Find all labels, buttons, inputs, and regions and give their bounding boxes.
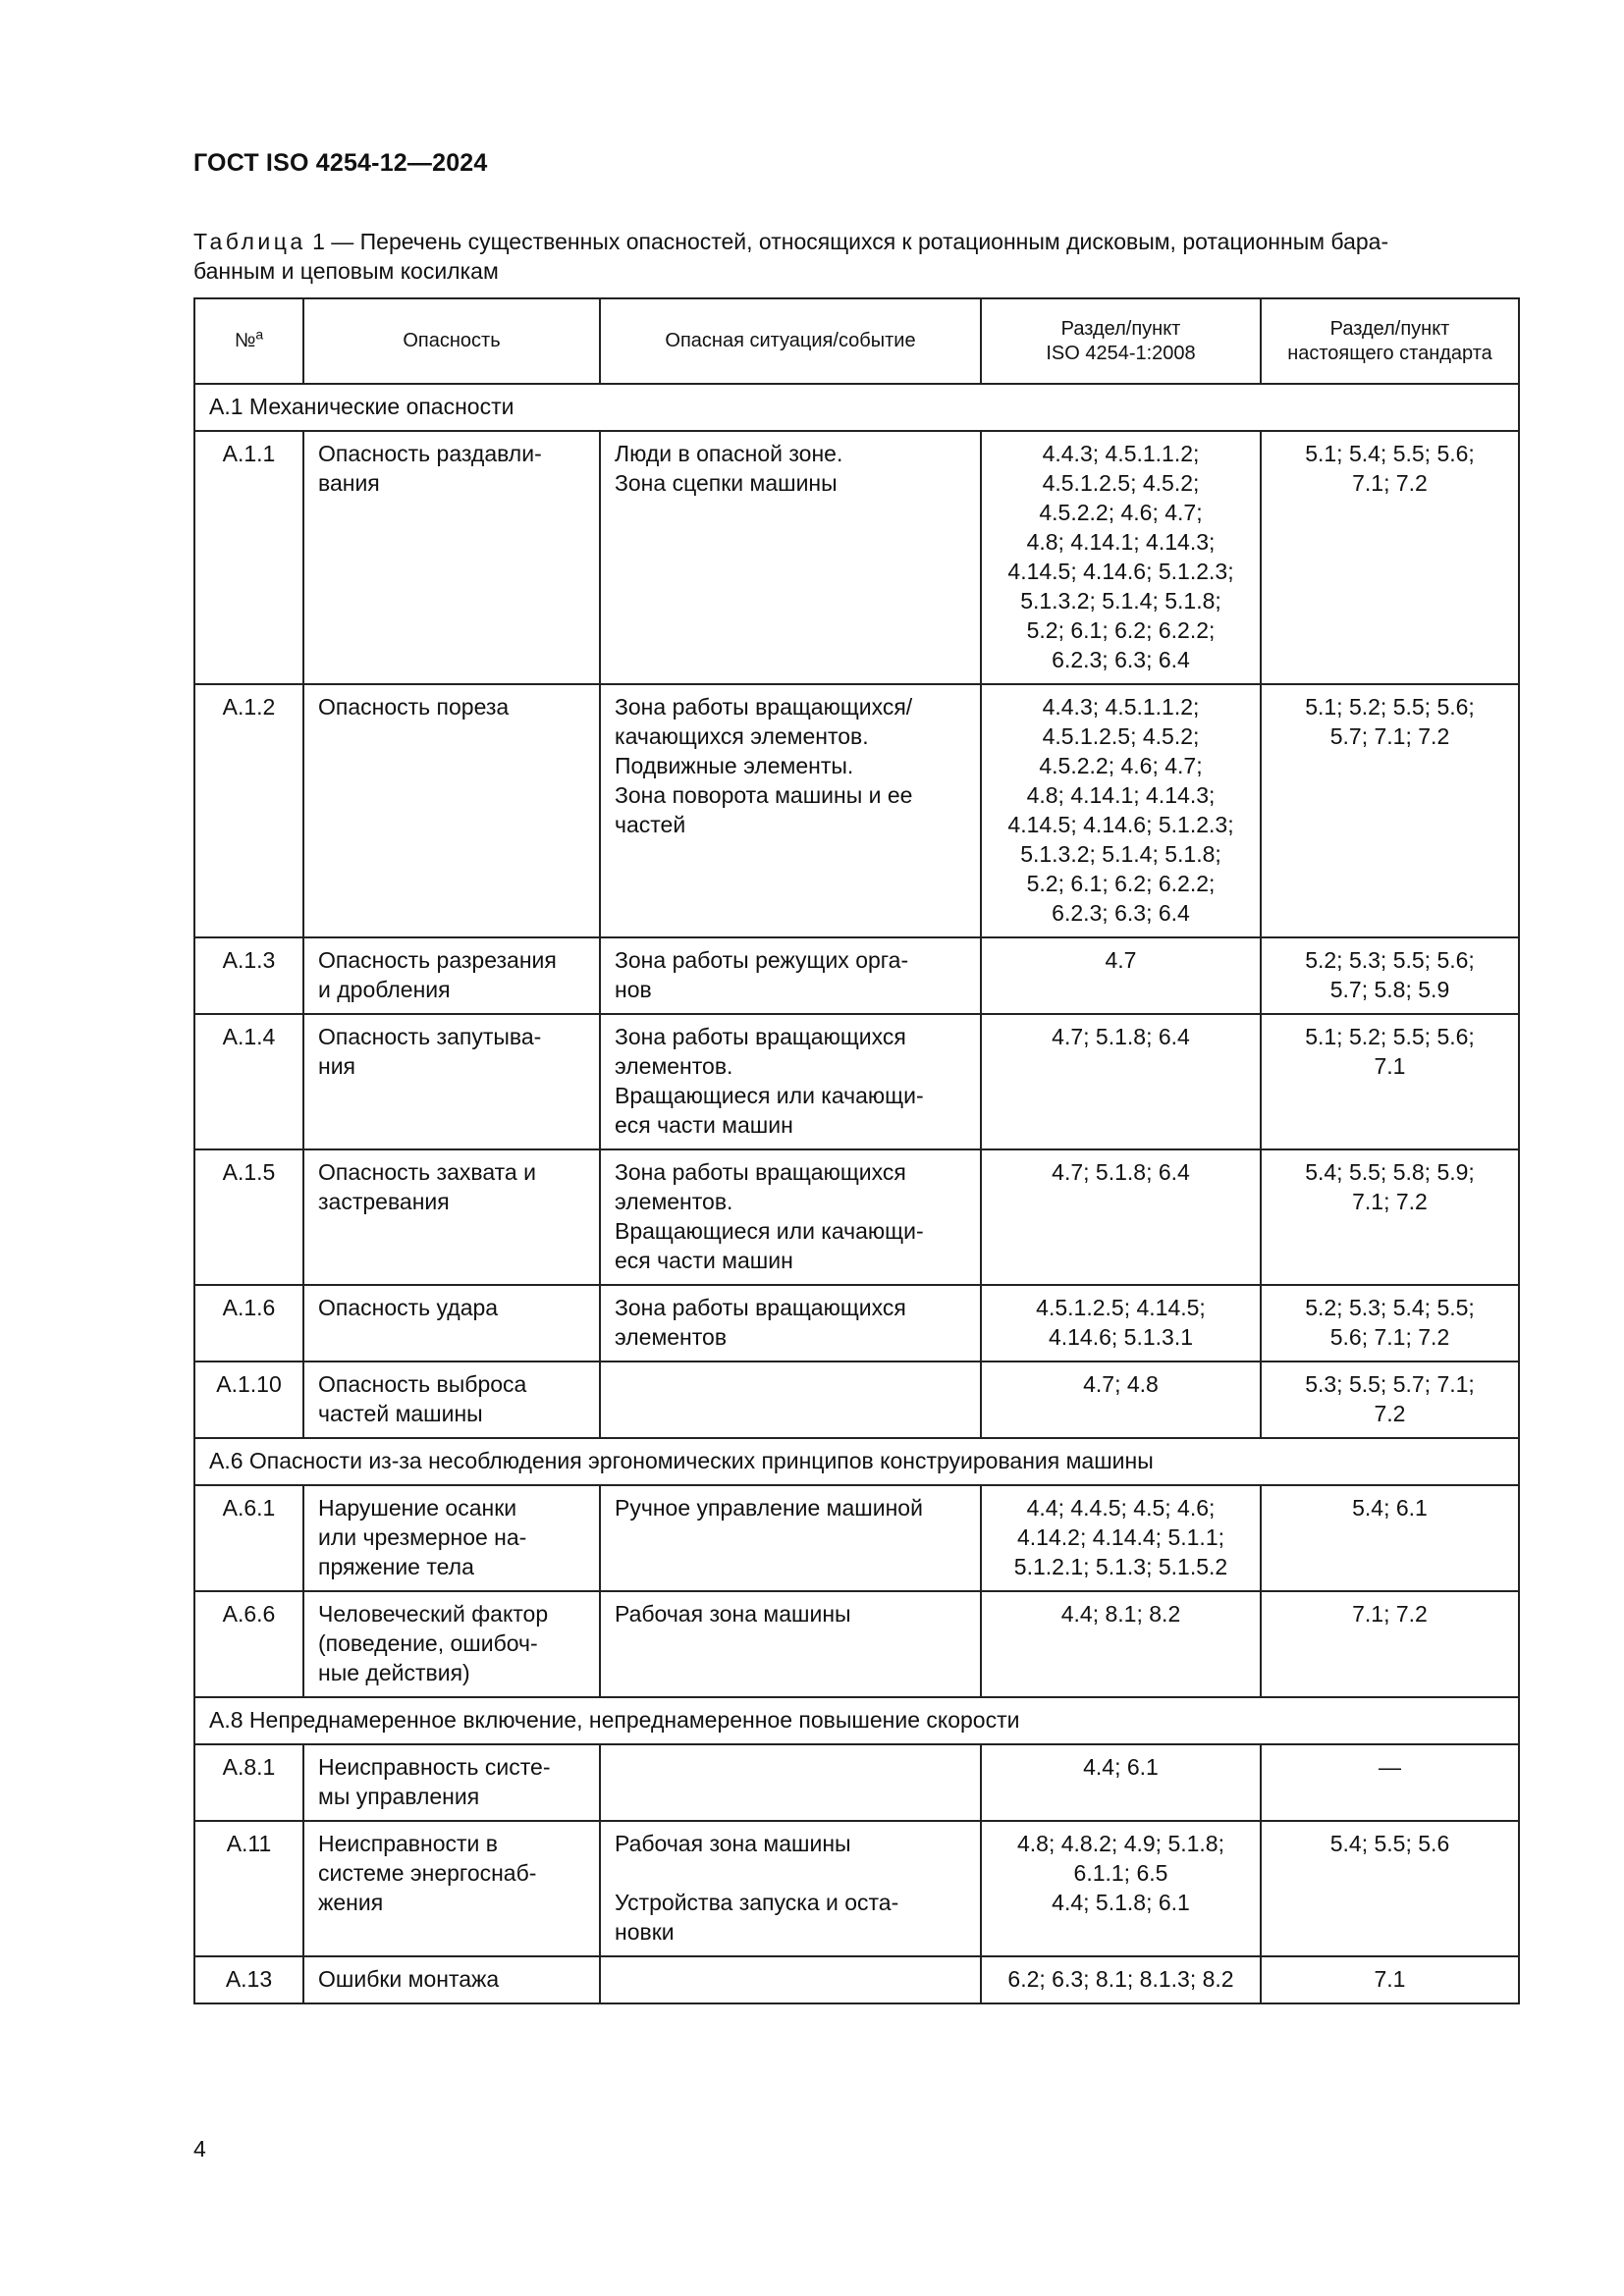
- standard-clause-refs-line: 5.7; 7.1; 7.2: [1329, 723, 1450, 749]
- hazard-name-line: ные действия): [318, 1660, 470, 1685]
- iso-clause-refs-line: 4.8; 4.8.2; 4.9; 5.1.8;: [1017, 1831, 1224, 1856]
- hazard-situation-line: Вращающиеся или качающи-: [615, 1218, 924, 1244]
- header-hazard: Опасность: [303, 298, 600, 384]
- hazard-number: А.6.1: [194, 1485, 303, 1591]
- iso-clause-refs-line: 4.5.1.2.5; 4.14.5;: [1036, 1295, 1206, 1320]
- section-title: А.6 Опасности из-за несоблюдения эргономических принципов конструирования машины: [194, 1438, 1519, 1485]
- standard-clause-refs: [1261, 1362, 1519, 1438]
- hazard-number: А.1.1: [194, 431, 303, 684]
- iso-clause-refs-line: 4.4; 8.1; 8.2: [1060, 1601, 1181, 1627]
- hazard-situation-line: Зона работы вращающихся: [615, 1295, 906, 1320]
- header-num-label: №: [234, 330, 256, 351]
- iso-clause-refs-line: 4.14.5; 4.14.6; 5.1.2.3;: [1007, 559, 1234, 584]
- iso-clause-refs-line: 5.1.3.2; 5.1.4; 5.1.8;: [1020, 588, 1221, 614]
- hazard-name: [303, 1591, 600, 1697]
- hazard-situation-line: Зона сцепки машины: [615, 470, 838, 496]
- section-title: А.1 Механические опасности: [194, 384, 1519, 431]
- hazard-number: А.13: [194, 1956, 303, 2003]
- standard-clause-refs: [1261, 937, 1519, 1014]
- iso-clause-refs-line: 4.7; 5.1.8; 6.4: [1052, 1024, 1190, 1049]
- hazard-situation-line: Рабочая зона машины: [615, 1601, 851, 1627]
- hazard-name-line: ния: [318, 1053, 356, 1079]
- hazard-situation: [600, 1591, 981, 1697]
- hazard-name-line: (поведение, ошибоч-: [318, 1630, 538, 1656]
- hazard-situation-line: элементов.: [615, 1189, 733, 1214]
- iso-clause-refs: [981, 1744, 1261, 1821]
- table-row: [194, 1149, 1519, 1285]
- hazard-name: [303, 1285, 600, 1362]
- hazard-situation: [600, 1956, 981, 2003]
- hazard-number: А.8.1: [194, 1744, 303, 1821]
- hazard-name-line: Опасность пореза: [318, 694, 510, 720]
- standard-code-header: ГОСТ ISO 4254-12—2024: [193, 149, 488, 177]
- hazard-situation-line: элементов.: [615, 1053, 733, 1079]
- table-header-row: [194, 298, 1519, 384]
- hazard-situation: [600, 937, 981, 1014]
- table-row: [194, 431, 1519, 684]
- hazard-situation-line: Зона работы режущих орга-: [615, 947, 909, 973]
- hazard-number: А.1.3: [194, 937, 303, 1014]
- header-iso-line1: Раздел/пункт: [1060, 317, 1181, 340]
- hazard-name: [303, 684, 600, 937]
- hazard-situation-line: Зона работы вращающихся: [615, 1024, 906, 1049]
- hazard-situation: [600, 1149, 981, 1285]
- standard-clause-refs: [1261, 1591, 1519, 1697]
- hazard-situation-line: частей: [615, 812, 686, 837]
- hazard-name-line: Ошибки монтажа: [318, 1966, 500, 1992]
- table-row: [194, 684, 1519, 937]
- hazard-name-line: Опасность захвата и: [318, 1159, 536, 1185]
- standard-clause-refs-line: 5.3; 5.5; 5.7; 7.1;: [1305, 1371, 1475, 1397]
- hazard-situation-line: Рабочая зона машины: [615, 1831, 851, 1856]
- hazard-name-line: Опасность удара: [318, 1295, 499, 1320]
- iso-clause-refs-line: 5.1.2.1; 5.1.3; 5.1.5.2: [1013, 1554, 1228, 1579]
- iso-clause-refs-line: 4.7; 4.8: [1083, 1371, 1159, 1397]
- standard-clause-refs: [1261, 1821, 1519, 1956]
- hazard-situation: [600, 431, 981, 684]
- hazard-situation-line: новки: [615, 1919, 675, 1945]
- hazard-situation-line: Вращающиеся или качающи-: [615, 1083, 924, 1108]
- standard-clause-refs-line: 5.1; 5.2; 5.5; 5.6;: [1305, 694, 1475, 720]
- hazard-number: А.1.5: [194, 1149, 303, 1285]
- iso-clause-refs-line: 4.14.2; 4.14.4; 5.1.1;: [1017, 1524, 1224, 1550]
- standard-clause-refs-line: 5.1; 5.2; 5.5; 5.6;: [1305, 1024, 1475, 1049]
- iso-clause-refs: [981, 684, 1261, 937]
- hazard-name: [303, 1744, 600, 1821]
- hazard-situation-line: Ручное управление машиной: [615, 1495, 923, 1521]
- hazard-name-line: пряжение тела: [318, 1554, 474, 1579]
- iso-clause-refs: [981, 1956, 1261, 2003]
- iso-clause-refs-line: 4.5.1.2.5; 4.5.2;: [1042, 723, 1200, 749]
- iso-clause-refs-line: 4.5.2.2; 4.6; 4.7;: [1039, 753, 1203, 778]
- standard-clause-refs: [1261, 1956, 1519, 2003]
- hazard-number: А.6.6: [194, 1591, 303, 1697]
- standard-clause-refs: [1261, 431, 1519, 684]
- table-row: [194, 1744, 1519, 1821]
- iso-clause-refs-line: 4.7: [1105, 947, 1137, 973]
- hazard-name-line: и дробления: [318, 977, 451, 1002]
- hazard-situation-line: Подвижные элементы.: [615, 753, 854, 778]
- hazard-name-line: Неисправность систе-: [318, 1754, 551, 1780]
- iso-clause-refs-line: 4.4.3; 4.5.1.1.2;: [1042, 441, 1200, 466]
- iso-clause-refs-line: 4.4; 4.4.5; 4.5; 4.6;: [1026, 1495, 1216, 1521]
- hazard-name-line: Опасность запутыва-: [318, 1024, 542, 1049]
- hazard-situation-line: Устройства запуска и оста-: [615, 1890, 899, 1915]
- section-title: А.8 Непреднамеренное включение, непреднамеренное повышение скорости: [194, 1697, 1519, 1744]
- standard-clause-refs: [1261, 684, 1519, 937]
- standard-clause-refs-line: 5.4; 5.5; 5.8; 5.9;: [1305, 1159, 1475, 1185]
- standard-clause-refs-line: 5.1; 5.4; 5.5; 5.6;: [1305, 441, 1475, 466]
- header-num: [194, 298, 303, 384]
- hazard-number: А.1.2: [194, 684, 303, 937]
- caption-text-line2: банным и цеповым косилкам: [193, 258, 499, 284]
- iso-clause-refs-line: 4.4; 5.1.8; 6.1: [1052, 1890, 1190, 1915]
- hazard-name-line: частей машины: [318, 1401, 483, 1426]
- header-iso-line2: ISO 4254-1:2008: [1046, 342, 1196, 364]
- hazard-situation: [600, 1744, 981, 1821]
- hazard-number: А.1.4: [194, 1014, 303, 1149]
- hazard-situation: [600, 1821, 981, 1956]
- hazard-situation-line: качающихся элементов.: [615, 723, 869, 749]
- iso-clause-refs: [981, 431, 1261, 684]
- header-num-footnote: a: [255, 326, 264, 343]
- iso-clause-refs-line: 4.14.6; 5.1.3.1: [1048, 1324, 1194, 1350]
- table-row: [194, 1956, 1519, 2003]
- hazard-name: [303, 1149, 600, 1285]
- iso-clause-refs-line: 5.2; 6.1; 6.2; 6.2.2;: [1026, 871, 1216, 896]
- standard-clause-refs: [1261, 1485, 1519, 1591]
- hazard-situation-line: еся части машин: [615, 1112, 793, 1138]
- hazard-name-line: или чрезмерное на-: [318, 1524, 527, 1550]
- hazard-situation: [600, 1014, 981, 1149]
- table-row: [194, 1821, 1519, 1956]
- iso-clause-refs-line: 6.2.3; 6.3; 6.4: [1052, 647, 1190, 672]
- hazard-situation: [600, 1362, 981, 1438]
- header-std-section: [1261, 298, 1519, 384]
- standard-clause-refs-line: 5.2; 5.3; 5.4; 5.5;: [1305, 1295, 1475, 1320]
- header-std-line1: Раздел/пункт: [1329, 317, 1450, 340]
- page-number: 4: [193, 2136, 206, 2162]
- hazard-name: [303, 431, 600, 684]
- standard-clause-refs-line: 7.2: [1374, 1401, 1406, 1426]
- hazard-name-line: системе энергоснаб-: [318, 1860, 537, 1886]
- iso-clause-refs-line: 6.2.3; 6.3; 6.4: [1052, 900, 1190, 926]
- section-row: [194, 1438, 1519, 1485]
- iso-clause-refs-line: 5.1.3.2; 5.1.4; 5.1.8;: [1020, 841, 1221, 867]
- standard-clause-refs: [1261, 1744, 1519, 1821]
- hazard-situation-line: Люди в опасной зоне.: [615, 441, 843, 466]
- hazard-number: А.11: [194, 1821, 303, 1956]
- standard-clause-refs-line: 5.4; 6.1: [1352, 1495, 1428, 1521]
- hazard-name-line: вания: [318, 470, 380, 496]
- hazard-name-line: Неисправности в: [318, 1831, 498, 1856]
- hazards-table: [193, 297, 1520, 2004]
- table-row: [194, 1014, 1519, 1149]
- caption-text: 1 — Перечень существенных опасностей, относящихся к ротационным дисковым, ротационным бара-: [305, 229, 1389, 254]
- iso-clause-refs-line: 6.1.1; 6.5: [1073, 1860, 1168, 1886]
- iso-clause-refs: [981, 1014, 1261, 1149]
- hazard-name-line: жения: [318, 1890, 384, 1915]
- iso-clause-refs-line: 4.5.1.2.5; 4.5.2;: [1042, 470, 1200, 496]
- iso-clause-refs-line: 4.4.3; 4.5.1.1.2;: [1042, 694, 1200, 720]
- standard-clause-refs-line: 7.1: [1374, 1966, 1406, 1992]
- table-row: [194, 1485, 1519, 1591]
- hazard-number: А.1.6: [194, 1285, 303, 1362]
- iso-clause-refs: [981, 937, 1261, 1014]
- hazard-name: [303, 1821, 600, 1956]
- hazard-name-line: мы управления: [318, 1784, 480, 1809]
- hazard-situation: [600, 1485, 981, 1591]
- header-situation: Опасная ситуация/событие: [600, 298, 981, 384]
- iso-clause-refs-line: 4.7; 5.1.8; 6.4: [1052, 1159, 1190, 1185]
- iso-clause-refs-line: 4.14.5; 4.14.6; 5.1.2.3;: [1007, 812, 1234, 837]
- hazard-situation-line: Зона работы вращающихся: [615, 1159, 906, 1185]
- header-std-line2: настоящего стандарта: [1287, 342, 1492, 364]
- standard-clause-refs: [1261, 1285, 1519, 1362]
- hazard-name-line: застревания: [318, 1189, 450, 1214]
- hazard-name: [303, 1362, 600, 1438]
- iso-clause-refs-line: 6.2; 6.3; 8.1; 8.1.3; 8.2: [1007, 1966, 1234, 1992]
- iso-clause-refs-line: 4.4; 6.1: [1083, 1754, 1159, 1780]
- standard-clause-refs-line: 7.1: [1374, 1053, 1406, 1079]
- iso-clause-refs: [981, 1362, 1261, 1438]
- hazard-name-line: Человеческий фактор: [318, 1601, 549, 1627]
- table-row: [194, 1591, 1519, 1697]
- hazard-situation-line: Зона поворота машины и ее: [615, 782, 913, 808]
- hazard-name-line: Нарушение осанки: [318, 1495, 517, 1521]
- standard-clause-refs-line: 5.7; 5.8; 5.9: [1329, 977, 1450, 1002]
- hazard-situation: [600, 1285, 981, 1362]
- table-row: [194, 1362, 1519, 1438]
- standard-clause-refs-line: 7.1; 7.2: [1352, 1601, 1428, 1627]
- hazard-situation-line: еся части машин: [615, 1248, 793, 1273]
- iso-clause-refs-line: 4.5.2.2; 4.6; 4.7;: [1039, 500, 1203, 525]
- iso-clause-refs: [981, 1591, 1261, 1697]
- standard-clause-refs-line: 7.1; 7.2: [1352, 1189, 1428, 1214]
- hazard-situation-line: нов: [615, 977, 652, 1002]
- section-row: [194, 1697, 1519, 1744]
- standard-clause-refs-line: 5.4; 5.5; 5.6: [1329, 1831, 1450, 1856]
- table-row: [194, 1285, 1519, 1362]
- standard-clause-refs-line: 7.1; 7.2: [1352, 470, 1428, 496]
- table-row: [194, 937, 1519, 1014]
- iso-clause-refs: [981, 1285, 1261, 1362]
- caption-label: Таблица: [193, 229, 306, 254]
- hazard-name: [303, 1485, 600, 1591]
- header-iso-section: [981, 298, 1261, 384]
- hazard-name: [303, 1014, 600, 1149]
- hazard-name-line: Опасность выброса: [318, 1371, 527, 1397]
- table-caption: [193, 227, 1517, 286]
- hazard-name: [303, 1956, 600, 2003]
- iso-clause-refs: [981, 1485, 1261, 1591]
- hazard-name-line: Опасность раздавли-: [318, 441, 542, 466]
- standard-clause-refs-line: —: [1379, 1754, 1401, 1780]
- iso-clause-refs: [981, 1821, 1261, 1956]
- hazard-situation-line: элементов: [615, 1324, 728, 1350]
- hazard-name-line: Опасность разрезания: [318, 947, 557, 973]
- iso-clause-refs-line: 5.2; 6.1; 6.2; 6.2.2;: [1026, 617, 1216, 643]
- standard-clause-refs: [1261, 1149, 1519, 1285]
- standard-clause-refs-line: 5.6; 7.1; 7.2: [1329, 1324, 1450, 1350]
- hazard-name: [303, 937, 600, 1014]
- standard-clause-refs-line: 5.2; 5.3; 5.5; 5.6;: [1305, 947, 1475, 973]
- section-row: [194, 384, 1519, 431]
- iso-clause-refs-line: 4.8; 4.14.1; 4.14.3;: [1026, 529, 1216, 555]
- table-body: [194, 384, 1519, 2003]
- hazard-number: А.1.10: [194, 1362, 303, 1438]
- hazard-situation-line: Зона работы вращающихся/: [615, 694, 913, 720]
- hazard-situation: [600, 684, 981, 937]
- hazard-situation-line: [615, 1858, 966, 1888]
- iso-clause-refs: [981, 1149, 1261, 1285]
- iso-clause-refs-line: 4.8; 4.14.1; 4.14.3;: [1026, 782, 1216, 808]
- standard-clause-refs: [1261, 1014, 1519, 1149]
